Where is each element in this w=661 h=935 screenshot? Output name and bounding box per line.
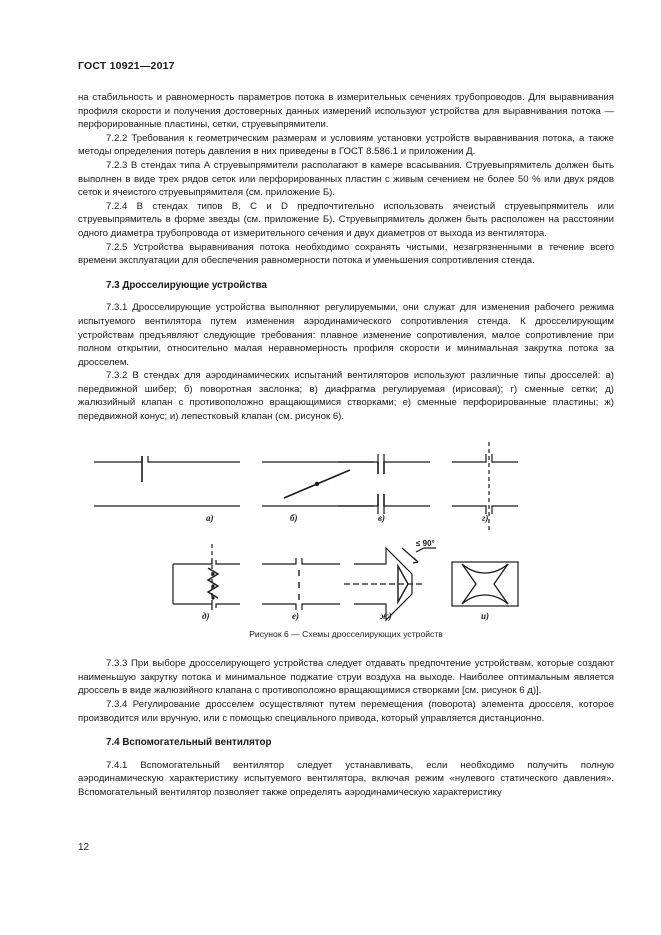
paragraph-7-3-3: 7.3.3 При выборе дросселирующего устройства следует отдавать предпочтение устройствам, которые создают наименьшую закрутку потока и минимальное поджатие струи воздуха на выходе. Наиболее оптимальным является дроссель в виде жалюзийного клапана с противоположно вращающимися створками [см. рисунок 6 д)]. bbox=[78, 658, 614, 697]
paragraph-7-2-2: 7.2.2 Требования к геометрическим размерам и условиям установки устройств выравнивания потока, а также методы определения потерь давления в них приведены в ГОСТ 8.586.1 и приложении Д. bbox=[78, 132, 614, 158]
paragraph-7-3-2: 7.3.2 В стендах для аэродинамических испытаний вентиляторов используют различные типы дросселей: а) передвижной шибер; б) поворотная заслонка; в) диафрагма регулируемая (ирисовая); г) сменные сетки; д) жалюзийный клапан с противоположно вращающимися створками; е) сменные перфорированные пластины; ж) передвижной конус; и) лепестковый клапан (см. рисунок 6). bbox=[78, 370, 614, 423]
figure-caption: Рисунок 6 — Схемы дросселирующих устройств bbox=[249, 628, 443, 639]
figure-label-a: а) bbox=[206, 512, 214, 523]
scheme-a-sliding-gate bbox=[94, 456, 240, 506]
figure-label-v: в) bbox=[378, 512, 386, 523]
section-heading-7-3: 7.3 Дросселирующие устройства bbox=[106, 279, 267, 291]
paragraph-7-2-4: 7.2.4 В стендах типов В, С и D предпочтительно использовать ячеистый струевыпрямитель или струевыпрямитель в форме звезды (см. приложение Б). Струевыпрямитель должен быть расположен на расстоянии одного диаметра трубопровода от измерительного сечения и двух диаметров от выхода из вентилятора. bbox=[78, 200, 614, 239]
paragraph-7-3-4: 7.3.4 Регулирование дросселем осуществляют путем перемещения (поворота) элемента дросселя, которое производится или вручную, или с помощью специального привода, который управляется дистанционно. bbox=[78, 699, 614, 724]
paragraph-7-2-5: 7.2.5 Устройства выравнивания потока необходимо сохранять чистыми, незагрязненными в течение всего времени эксплуатации для обеспечения равномерности потока и уменьшения сопротивления стенда. bbox=[78, 241, 614, 267]
scheme-b-rotary-damper bbox=[262, 462, 374, 506]
figure-label-d: д) bbox=[202, 610, 210, 621]
scheme-v-iris-diaphragm bbox=[338, 454, 430, 514]
figure-label-i: и) bbox=[481, 610, 490, 621]
figure-label-e: е) bbox=[292, 610, 299, 621]
angle-annotation: ≤ 90° bbox=[416, 538, 435, 548]
scheme-e-perforated-plates bbox=[262, 558, 340, 610]
figure-label-b: б) bbox=[290, 512, 298, 523]
paragraph-7-3-1: 7.3.1 Дросселирующие устройства выполняют регулируемыми, они служат для изменения рабочего режима испытуемого вентилятора путем изменения аэродинамического сопротивления стенда. К дросселирующим устройствам предъявляют следующие требования: плавное изменение сопротивления, малое сопротивление при полном открытии, относительно малая неравномерность профиля скорости и минимальная закрутка потока за дросселем. bbox=[78, 302, 614, 368]
paragraph-7-2-3: 7.2.3 В стендах типа А струевыпрямители располагают в камере всасывания. Струевыпрямитель должен быть выполнен в виде трех рядов сеток или перфорированных пластин с живым сечением не более 50 % или двух рядов сеток и ячеистого струевыпрямителя (см. приложение Б). bbox=[78, 159, 614, 199]
figure-label-g: г) bbox=[482, 512, 489, 523]
scheme-i-petal-valve bbox=[452, 562, 518, 606]
paragraph: на стабильность и равномерность параметров потока в измерительных сечениях трубопроводов. Для выравнивания профиля скорости и получения достоверных данных измерений используют устройства для выравнивания потока — перфорированные пластины, сетки, струевыпрямители. bbox=[78, 92, 614, 131]
scheme-d-louvre-valve bbox=[173, 544, 240, 610]
document-header: ГОСТ 10921—2017 bbox=[78, 60, 175, 72]
figure-label-zh: ж) bbox=[380, 610, 392, 621]
document-body bbox=[78, 91, 614, 800]
paragraph-7-4-1: 7.4.1 Вспомогательный вентилятор следует устанавливать, если необходимо получить полную аэродинамическую характеристику испытуемого вентилятора, включая режим «нулевого статического давления». Вспомогательный вентилятор позволяет также определять аэродинамическую характеристику bbox=[78, 759, 614, 798]
page-number: 12 bbox=[78, 842, 90, 853]
figure-6-throttle-schemes bbox=[78, 434, 614, 626]
section-heading-7-4: 7.4 Вспомогательный вентилятор bbox=[106, 737, 272, 749]
